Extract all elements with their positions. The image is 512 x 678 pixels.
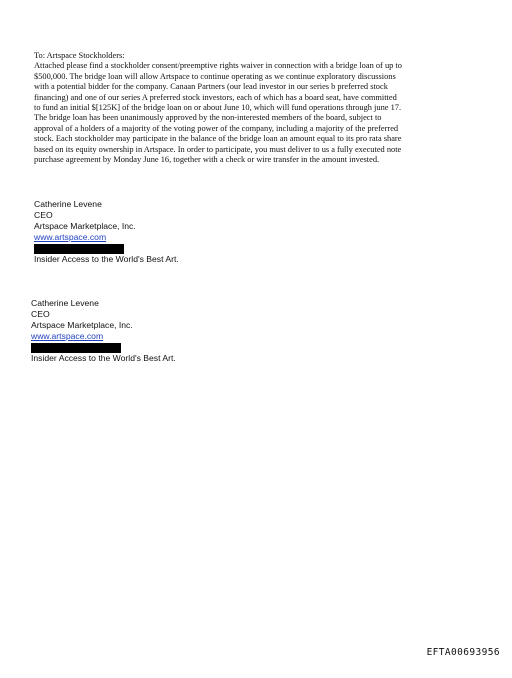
letter-line: with a potential bidder for the company. Canaan Partners (our lead investor in our series b preferred stock xyxy=(34,82,388,92)
letter-line: to fund an initial $[125K] of the bridge loan on or about June 10, which will fund operations through june 17. xyxy=(34,103,402,113)
signature-block xyxy=(31,298,176,364)
letter-line: $500,000. The bridge loan will allow Artspace to continue operating as we continue exploratory discussions xyxy=(34,71,396,81)
letter-line: approval of a holders of a majority of the voting power of the company, including a majority of the preferred xyxy=(34,123,399,133)
letter-salutation: To: Artspace Stockholders: xyxy=(34,51,125,60)
document-id: EFTA00693956 xyxy=(426,647,500,658)
redaction-bar xyxy=(34,244,124,254)
signature-title: CEO xyxy=(31,309,50,319)
letter-line: Attached please find a stockholder consent/preemptive rights waiver in connection with a bridge loan of up to xyxy=(34,61,402,71)
signature-tagline: Insider Access to the World's Best Art. xyxy=(34,254,179,264)
signature-name: Catherine Levene xyxy=(31,298,99,308)
letter-body xyxy=(34,51,480,165)
signature-tagline: Insider Access to the World's Best Art. xyxy=(31,353,176,363)
letter-line: The bridge loan has been unanimously approved by the non-interested members of the board, subject to xyxy=(34,113,382,123)
signature-block xyxy=(34,199,179,265)
signature-company: Artspace Marketplace, Inc. xyxy=(34,221,136,231)
website-link[interactable]: www.artspace.com xyxy=(34,232,107,242)
signature-title: CEO xyxy=(34,210,53,220)
signature-name: Catherine Levene xyxy=(34,199,102,209)
website-link[interactable]: www.artspace.com xyxy=(31,331,104,341)
redaction-bar xyxy=(31,343,121,353)
letter-line: based on its equity ownership in Artspace. In order to participate, you must deliver to us a fully executed note xyxy=(34,144,402,154)
signature-company: Artspace Marketplace, Inc. xyxy=(31,320,133,330)
letter-line: financing) and one of our series A preferred stock investors, each of which has a board seat, have committed xyxy=(34,92,397,102)
letter-line: stock. Each stockholder may participate in the balance of the bridge loan an amount equal to its pro rata share xyxy=(34,134,402,144)
letter-line: purchase agreement by Monday June 16, together with a check or wire transfer in the amount invested. xyxy=(34,155,380,165)
